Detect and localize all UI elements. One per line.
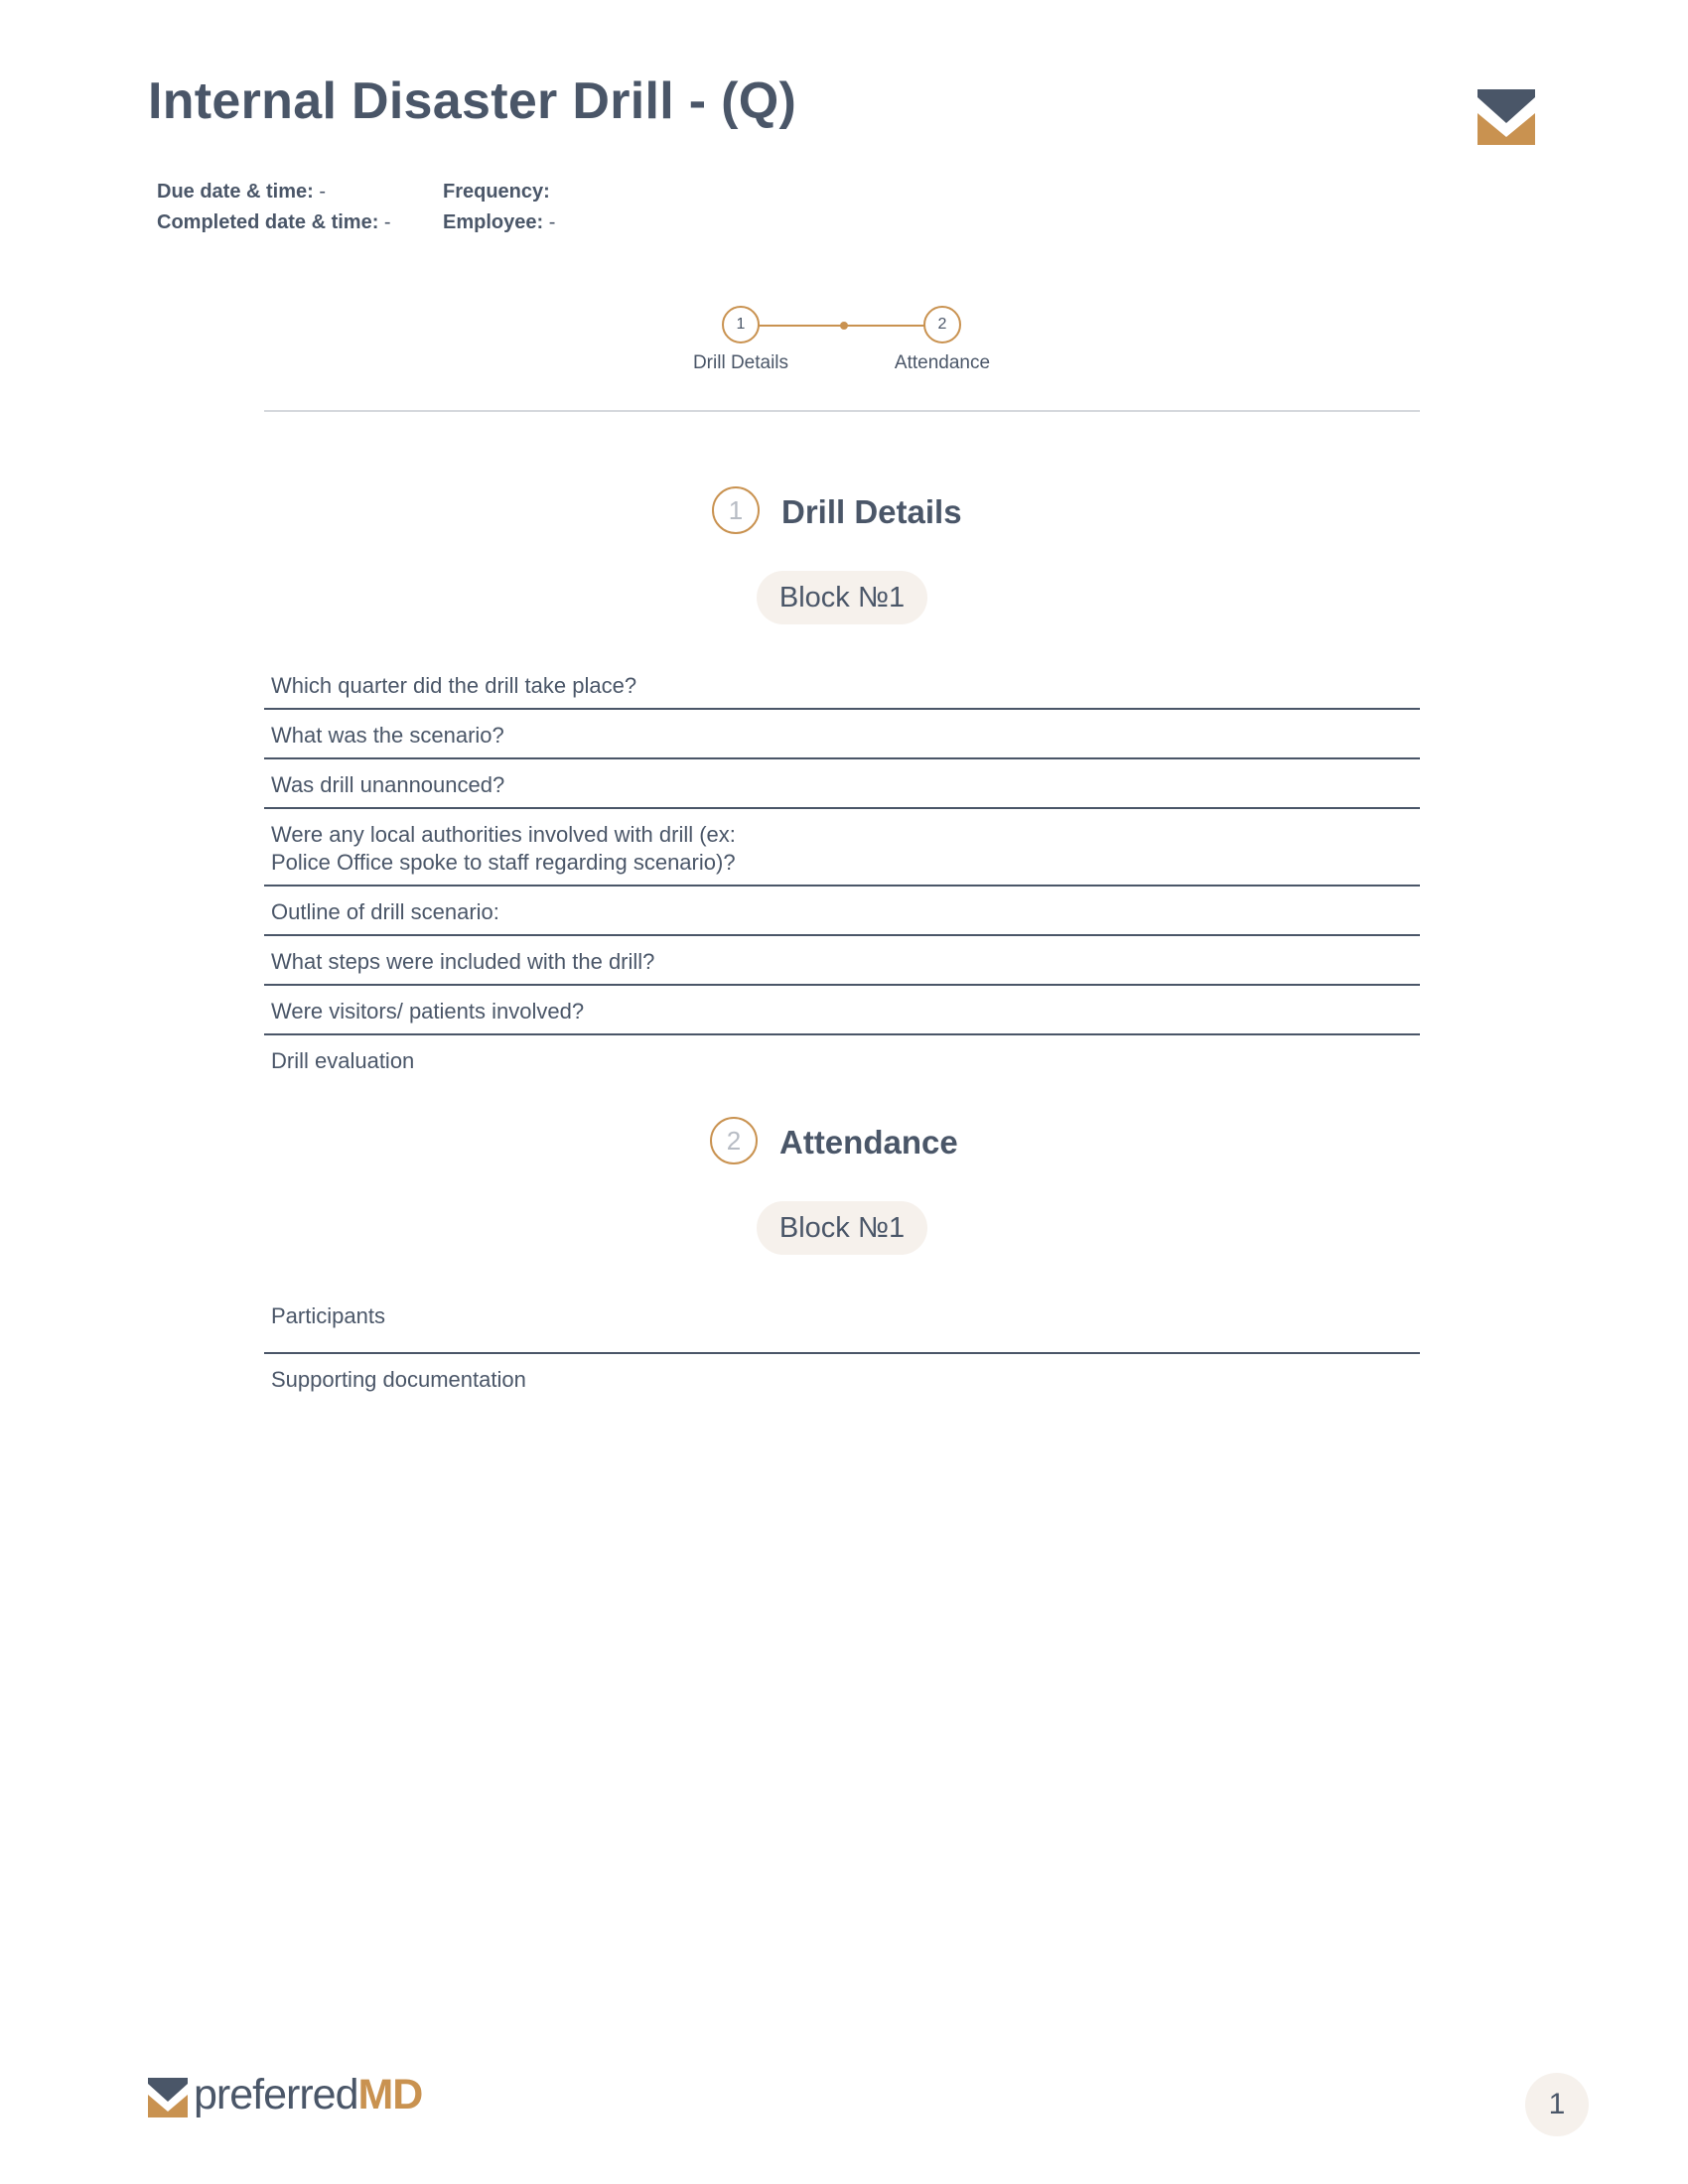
brand-name-prefix: preferred bbox=[194, 2071, 358, 2118]
frequency-label: Frequency: bbox=[443, 181, 550, 203]
question-row-evaluation bbox=[264, 1035, 1420, 1083]
logo-checkmark-icon bbox=[1477, 89, 1535, 145]
frequency-field bbox=[443, 181, 550, 204]
attendance-question-list bbox=[264, 1291, 1420, 1402]
section-drill-details-header bbox=[0, 486, 1688, 536]
employee-label: Employee: bbox=[443, 211, 544, 233]
completed-date-label: Completed date & time: bbox=[157, 211, 379, 233]
due-date-value: - bbox=[319, 181, 327, 203]
stepper-midpoint-dot bbox=[840, 322, 848, 330]
step-1-circle[interactable]: 1 bbox=[722, 306, 760, 343]
question-row-outline bbox=[264, 887, 1420, 936]
employee-field bbox=[443, 211, 555, 234]
question-row-visitors bbox=[264, 986, 1420, 1035]
step-1-label[interactable]: Drill Details bbox=[692, 352, 789, 373]
question-row-supporting-docs bbox=[264, 1354, 1420, 1402]
section-number-badge: 1 bbox=[712, 486, 760, 534]
question-row-participants bbox=[264, 1291, 1420, 1354]
due-date-field bbox=[157, 181, 326, 204]
section-title: Drill Details bbox=[781, 493, 962, 530]
completed-date-field bbox=[157, 211, 391, 234]
step-2-circle[interactable]: 2 bbox=[923, 306, 961, 343]
drill-details-question-list bbox=[264, 660, 1420, 1083]
completed-date-value: - bbox=[383, 211, 391, 233]
question-row-steps bbox=[264, 936, 1420, 986]
question-text: Were visitors/ patients involved? bbox=[271, 999, 585, 1024]
question-text: Participants bbox=[271, 1303, 385, 1328]
progress-stepper bbox=[0, 306, 1688, 375]
question-text: What steps were included with the drill? bbox=[271, 949, 655, 974]
block-label-pill: Block №1 bbox=[757, 1201, 927, 1255]
section-number-badge: 2 bbox=[710, 1117, 758, 1164]
question-text: Were any local authorities involved with drill (ex: Police Office spoke to staff regarding scenario)? bbox=[271, 822, 736, 875]
question-text: Which quarter did the drill take place? bbox=[271, 673, 637, 698]
page-title: Internal Disaster Drill - (Q) bbox=[148, 72, 797, 130]
header-divider bbox=[264, 410, 1420, 412]
question-row-local-authorities bbox=[264, 809, 1420, 887]
brand-name bbox=[194, 2071, 422, 2119]
question-text: What was the scenario? bbox=[271, 723, 504, 748]
page-number-badge: 1 bbox=[1525, 2073, 1589, 2136]
footer-brand-logo bbox=[148, 2073, 466, 2122]
question-text: Outline of drill scenario: bbox=[271, 899, 499, 924]
brand-name-suffix: MD bbox=[357, 2071, 423, 2118]
section-attendance-header bbox=[0, 1117, 1688, 1166]
due-date-label: Due date & time: bbox=[157, 181, 314, 203]
question-row-quarter bbox=[264, 660, 1420, 710]
question-text: Was drill unannounced? bbox=[271, 772, 505, 797]
question-row-scenario bbox=[264, 710, 1420, 759]
logo-checkmark-icon bbox=[148, 2078, 188, 2117]
step-2-label[interactable]: Attendance bbox=[894, 352, 991, 373]
question-text: Supporting documentation bbox=[271, 1367, 526, 1392]
employee-value: - bbox=[548, 211, 556, 233]
question-text: Drill evaluation bbox=[271, 1048, 415, 1073]
section-title: Attendance bbox=[779, 1124, 958, 1160]
question-row-unannounced bbox=[264, 759, 1420, 809]
block-label-pill: Block №1 bbox=[757, 571, 927, 624]
